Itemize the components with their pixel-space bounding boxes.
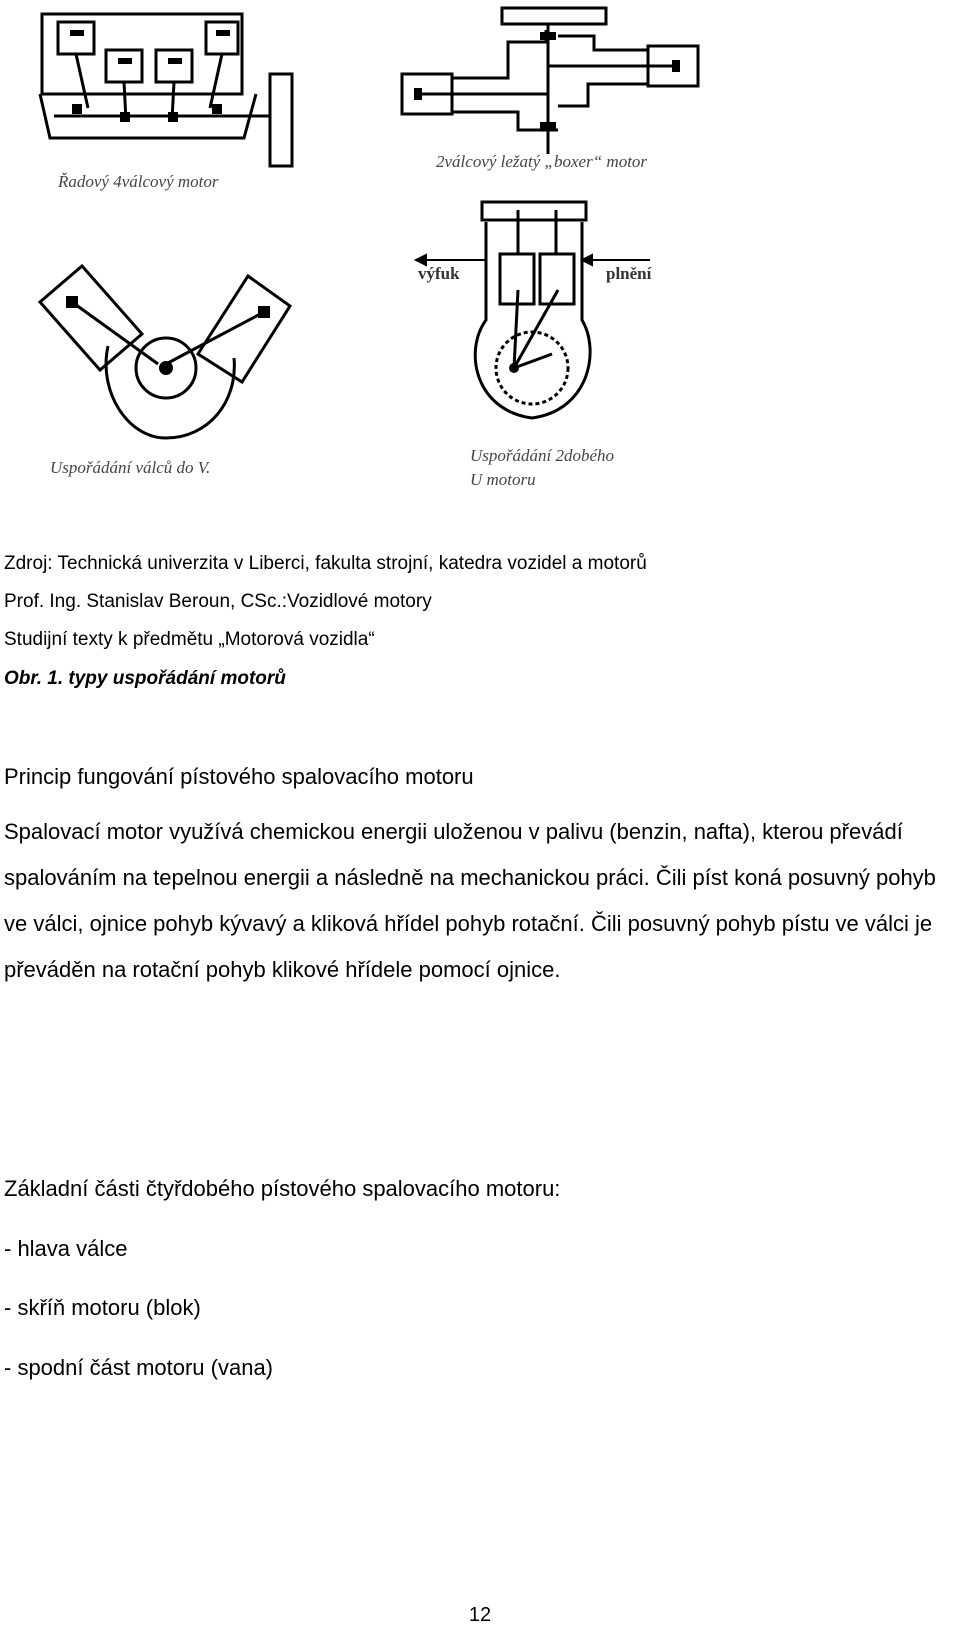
v-engine-label: Uspořádání válců do V. (50, 458, 211, 477)
section-2-heading: Základní části čtyřdobého pístového spalovacího motoru: (4, 1176, 561, 1201)
section-1-paragraph: Spalovací motor využívá chemickou energii uloženou v palivu (benzin, nafta), kterou převádí spalováním na tepelnou energii a následně na mechanickou práci. Čili píst koná posuvný pohyb ve válci, ojnice pohyb kývavý a kliková hřídel pohyb rotační. Čili posuvný pohyb pístu ve válci je převáděn na rotační pohyb klikové hřídele pomocí ojnice. (4, 819, 936, 982)
list-item: - spodní část motoru (vana) (4, 1355, 274, 1380)
source-line-2: Prof. Ing. Stanislav Beroun, CSc.:Vozidlové motory (4, 591, 432, 612)
u-engine-label-line2: U motoru (470, 470, 536, 489)
boxer-engine-figure (398, 6, 710, 154)
boxer-engine-label: 2válcový ležatý „boxer“ motor (436, 152, 648, 171)
source-line-3: Studijní texty k předmětu „Motorová vozidla“ (4, 629, 375, 650)
inline-4-engine-drawing (34, 8, 306, 168)
inline-4-engine-figure (34, 8, 306, 168)
source-line-1: Zdroj: Technická univerzita v Liberci, fakulta strojní, katedra vozidel a motorů (4, 553, 647, 574)
inline-4-engine-label: Řadový 4válcový motor (58, 172, 219, 191)
u-engine-drawing (414, 200, 664, 430)
u-engine-figure (414, 200, 664, 430)
page-number: 12 (468, 1604, 492, 1626)
figure-caption: Obr. 1. typy uspořádání motorů (4, 668, 286, 689)
u-engine-arrow-left-label: výfuk (418, 264, 460, 283)
list-item: - skříň motoru (blok) (4, 1295, 201, 1320)
list-item: - hlava válce (4, 1236, 128, 1261)
u-engine-arrow-right-label: plnění (606, 264, 652, 283)
u-engine-label-line1: Uspořádání 2dobého (470, 446, 615, 465)
v-engine-figure (38, 262, 294, 452)
section-1-heading: Princip fungování pístového spalovacího motoru (4, 764, 474, 789)
v-engine-drawing (38, 262, 294, 452)
boxer-engine-drawing (398, 6, 710, 154)
